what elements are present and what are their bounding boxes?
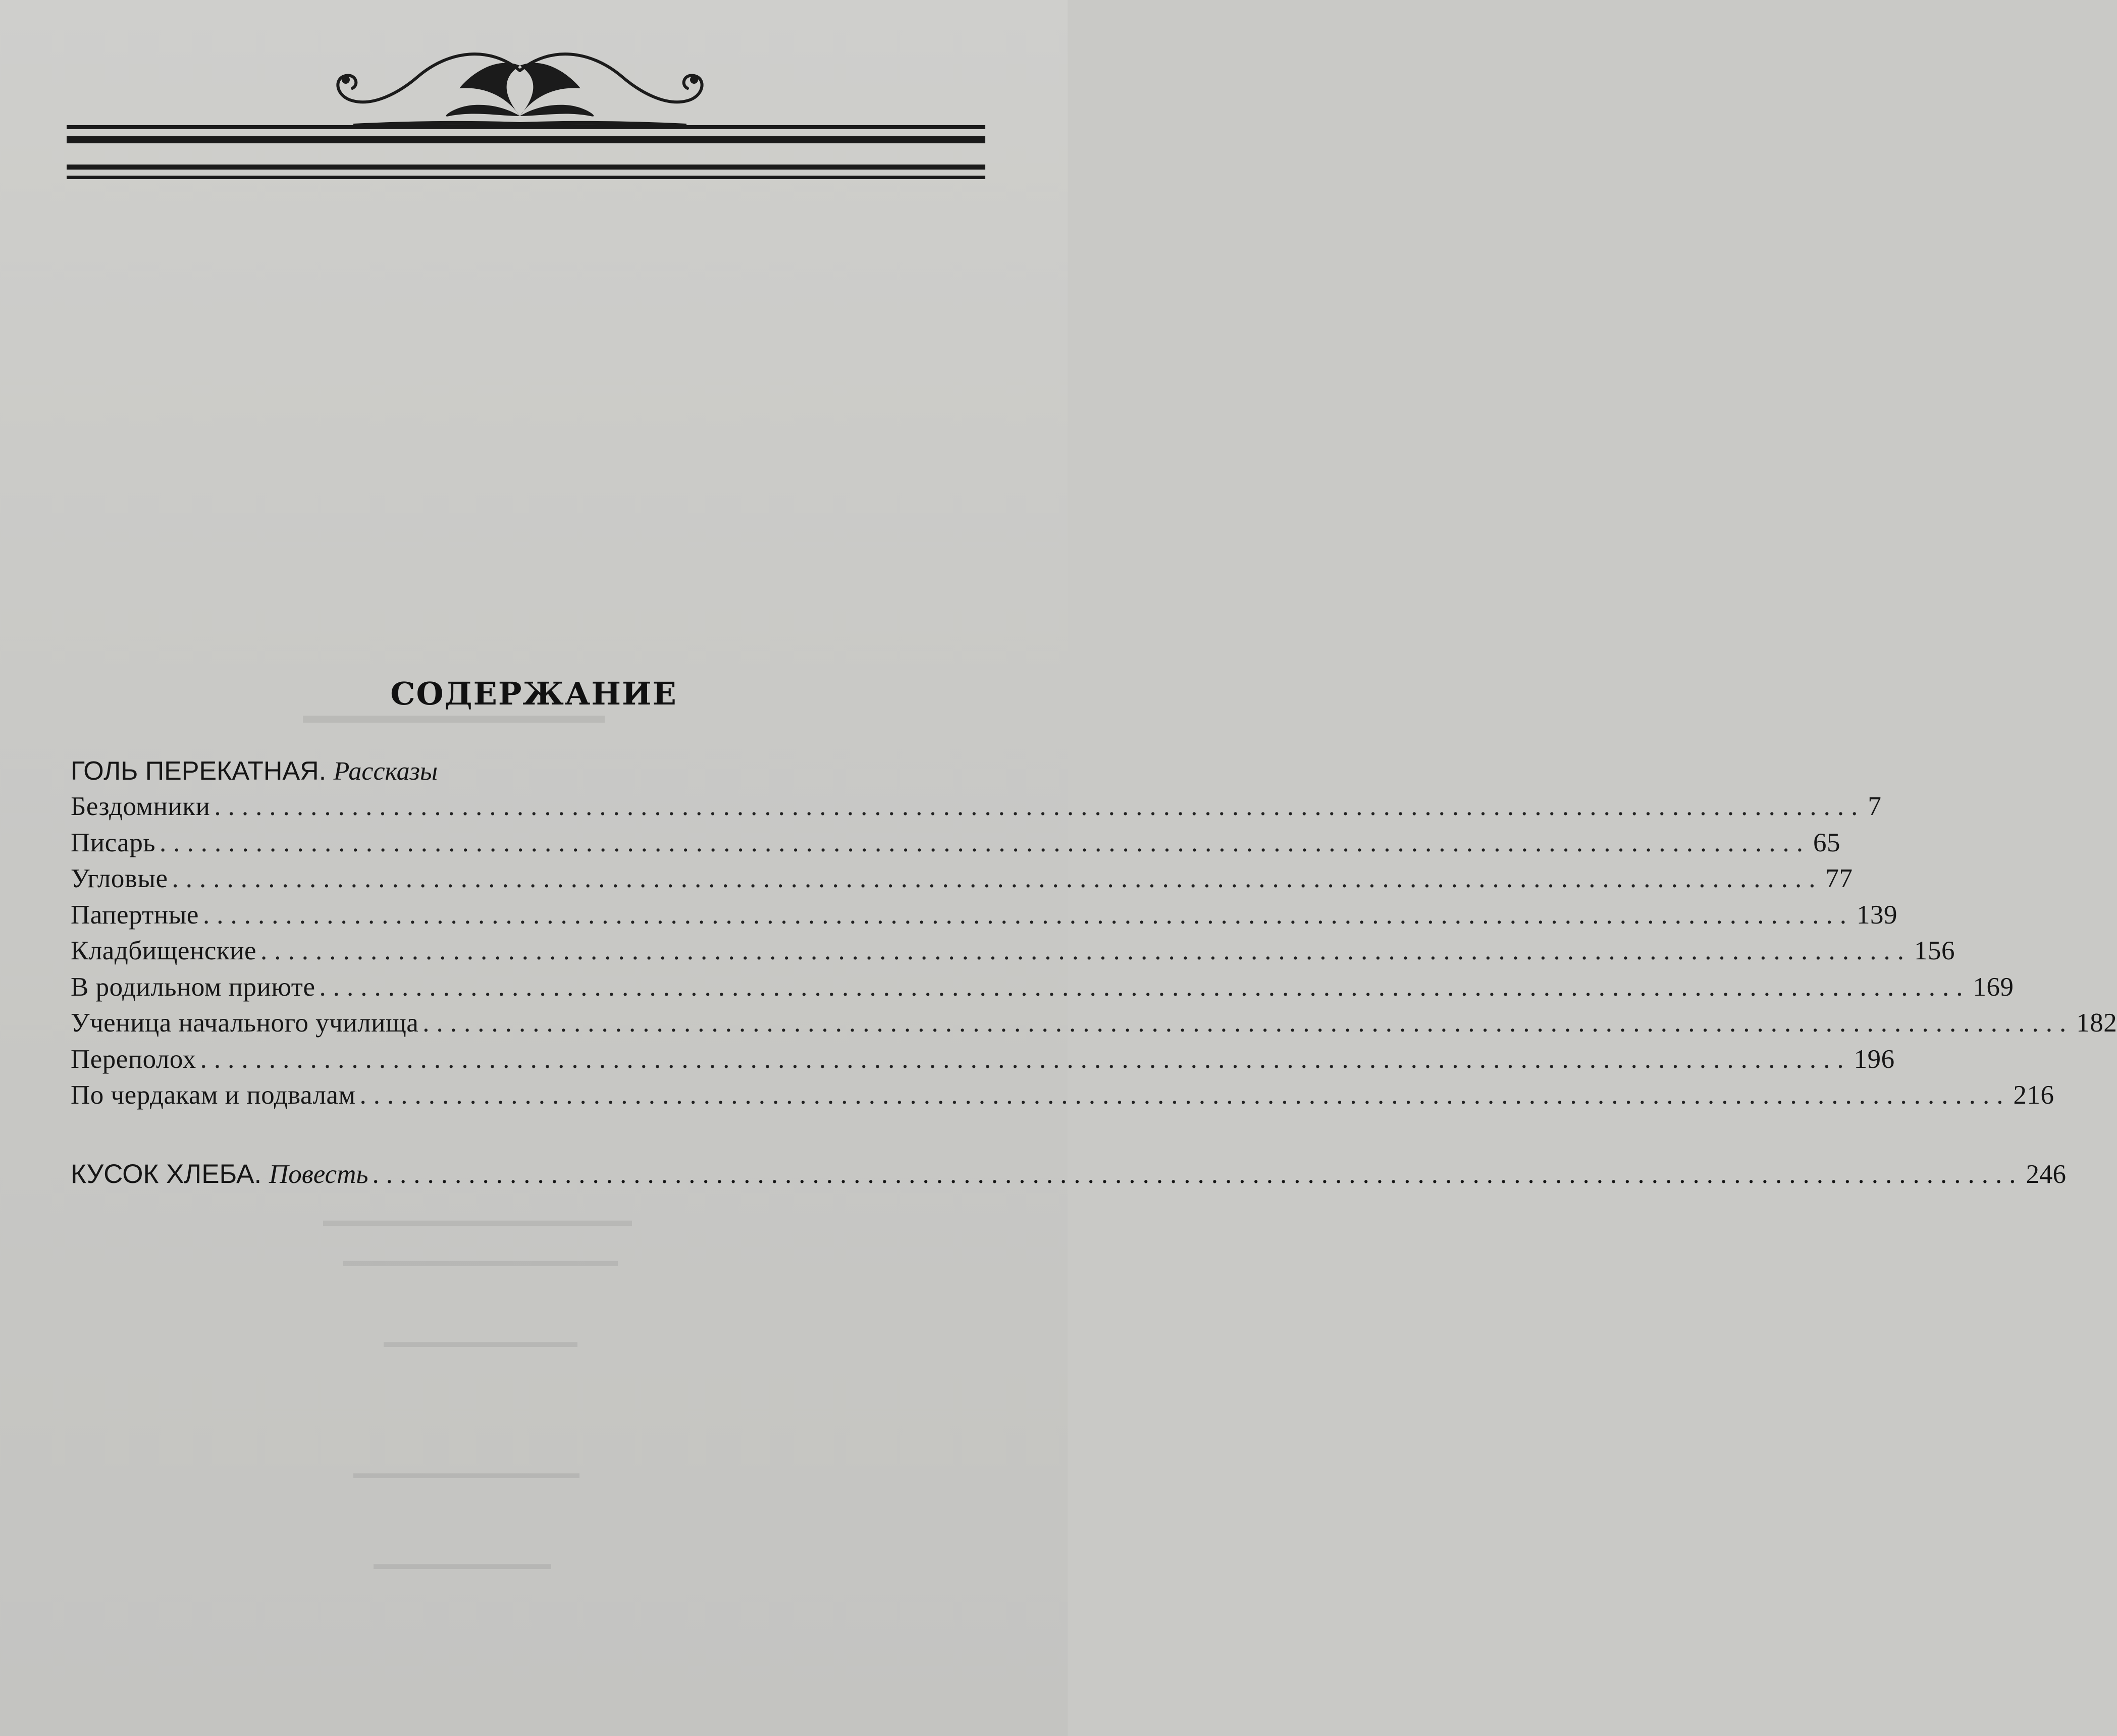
toc-entry[interactable] bbox=[71, 936, 1955, 972]
toc-entry[interactable] bbox=[71, 791, 1882, 828]
bleed-through-text: ▬▬▬▬▬▬▬▬▬▬▬▬ bbox=[384, 1332, 577, 1350]
toc-entry-title: Бездомники bbox=[71, 792, 210, 821]
dot-leader: ........................................................................................................................ bbox=[422, 1008, 2074, 1038]
novella-page: 246 bbox=[2026, 1160, 2067, 1189]
novella-title: КУСОК ХЛЕБА bbox=[71, 1159, 254, 1189]
dot-leader: ........................................................................................................................ bbox=[200, 1044, 1851, 1074]
dot-leader: ........................................................................................................................ bbox=[372, 1160, 2023, 1189]
toc-entry-title: Кладбищенские bbox=[71, 936, 256, 965]
toc-entry-title: Переполох bbox=[71, 1044, 196, 1074]
toc-entry-novella[interactable] bbox=[71, 1159, 2067, 1189]
dot-leader: ........................................................................................................................ bbox=[319, 972, 1970, 1002]
dot-leader: ........................................................................................................................ bbox=[359, 1080, 2010, 1110]
toc-entry[interactable] bbox=[71, 900, 1897, 936]
toc-entry[interactable] bbox=[71, 972, 2014, 1008]
bleed-through-text: ▬▬▬▬▬▬▬▬▬▬▬▬▬▬▬▬ bbox=[343, 1252, 618, 1270]
toc-entry-page: 196 bbox=[1854, 1044, 1895, 1074]
dot-leader: ........................................................................................................................ bbox=[214, 792, 1865, 821]
toc-entry[interactable] bbox=[71, 1044, 1895, 1080]
novella-heading bbox=[71, 1159, 373, 1189]
toc-list bbox=[71, 791, 2117, 1116]
toc-title: СОДЕРЖАНИЕ bbox=[390, 675, 677, 712]
scroll-ornament-icon bbox=[323, 40, 717, 136]
toc-entry[interactable] bbox=[71, 863, 1853, 900]
dot-leader: ........................................................................................................................ bbox=[160, 828, 1811, 857]
section-heading-subtitle: Рассказы bbox=[333, 757, 438, 786]
section-heading-separator: . bbox=[319, 756, 334, 786]
toc-entry-page: 169 bbox=[1973, 972, 2014, 1002]
toc-entry-page: 7 bbox=[1868, 792, 1882, 821]
dot-leader: ........................................................................................................................ bbox=[172, 864, 1823, 893]
toc-entry-page: 156 bbox=[1914, 936, 1955, 965]
toc-entry-title: Угловые bbox=[71, 864, 168, 893]
toc-entry-title: В родильном приюте bbox=[71, 972, 315, 1002]
toc-entry-page: 77 bbox=[1825, 864, 1853, 893]
toc-entry[interactable] bbox=[71, 828, 1841, 864]
toc-entry-title: Писарь bbox=[71, 828, 156, 857]
toc-entry-page: 216 bbox=[2013, 1080, 2054, 1110]
dot-leader: ........................................................................................................................ bbox=[260, 936, 1911, 965]
toc-entry[interactable] bbox=[71, 1080, 2054, 1116]
toc-entry[interactable] bbox=[71, 1008, 2117, 1044]
toc-entry-page: 65 bbox=[1813, 828, 1841, 857]
novella-separator: . bbox=[254, 1159, 269, 1189]
header-rule-thin-bottom bbox=[67, 176, 985, 179]
toc-entry-page: 182 bbox=[2076, 1008, 2117, 1038]
toc-entry-title: По чердакам и подвалам bbox=[71, 1080, 356, 1110]
header-rule-second-thick bbox=[67, 165, 985, 170]
section-heading-title: ГОЛЬ ПЕРЕКАТНАЯ bbox=[71, 756, 319, 786]
toc-entry-title: Папертные bbox=[71, 900, 199, 930]
bleed-through-text: ▬▬▬▬▬▬▬▬▬▬▬▬▬ bbox=[303, 702, 605, 728]
header-rule-thick bbox=[67, 136, 985, 143]
header-rule-thin-top bbox=[67, 125, 985, 129]
bleed-through-text: ▬▬▬▬▬▬▬▬▬▬▬▬▬▬▬▬▬▬ bbox=[323, 1211, 632, 1230]
section-heading bbox=[71, 756, 438, 786]
bleed-through-text: ▬▬▬▬▬▬▬▬▬▬▬ bbox=[374, 1554, 551, 1572]
bleed-through-text: ▬▬▬▬▬▬▬▬▬▬▬▬▬▬ bbox=[353, 1463, 579, 1482]
dot-leader: ........................................................................................................................ bbox=[202, 900, 1854, 930]
toc-entry-title: Ученица начального училища bbox=[71, 1008, 419, 1038]
toc-entry-page: 139 bbox=[1856, 900, 1897, 930]
novella-subtitle: Повесть bbox=[269, 1160, 368, 1189]
